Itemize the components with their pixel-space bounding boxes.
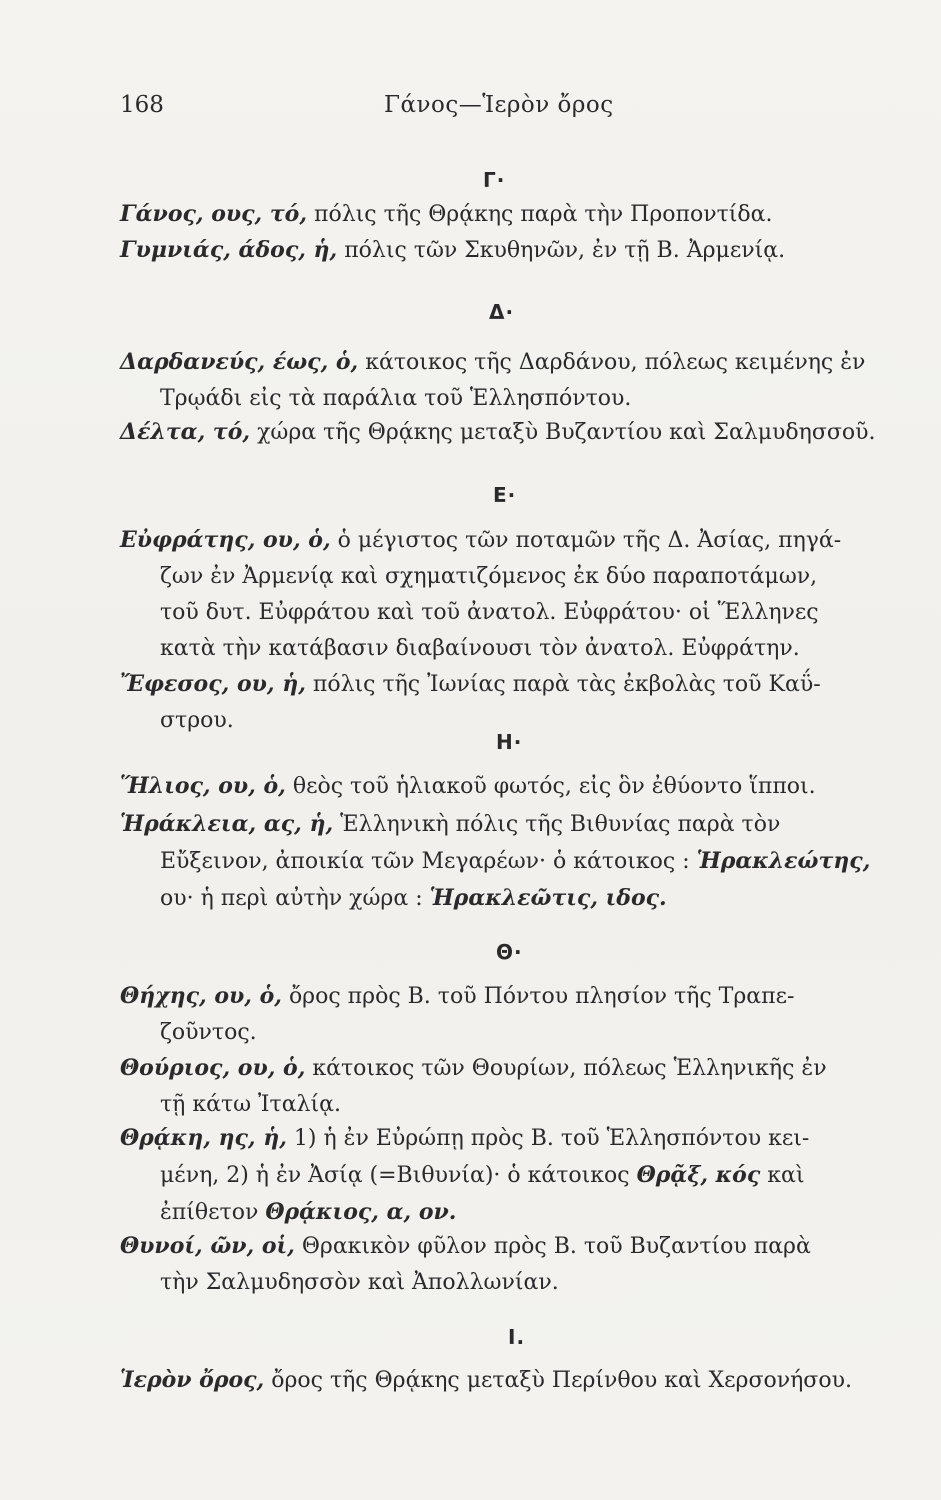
headword: Θυνοί, ῶν, οἱ, [120,1233,295,1259]
definition-line: στρου. [160,708,234,733]
headword: Γυμνιάς, άδος, ἡ, [120,237,338,263]
definition-line: ἐπίθετον [160,1200,259,1225]
definition-line: κάτοικος τῶν Θουρίων, πόλεως Ἑλληνικῆς ἐν [312,1056,827,1081]
headword: Δαρδανεύς, έως, ὁ, [120,349,359,375]
headword: Δέλτα, τό, [120,419,251,445]
entry-dardaneus [120,344,890,417]
section-letter-theta: Θ· [496,940,523,964]
definition-line: πόλις τῶν Σκυθηνῶν, ἐν τῇ Β. Ἀρμενίᾳ. [344,238,786,263]
definition-line: 1) ἡ ἐν Εὐρώπῃ πρὸς Β. τοῦ Ἑλλησπόντου κει- [293,1126,810,1151]
derived-form: Θρᾷξ, κός [636,1162,761,1188]
running-head: Γάνος—Ἱερὸν ὄρος [384,92,614,118]
definition-line: ὄρος πρὸς Β. τοῦ Πόντου πλησίον τῆς Τραπε- [288,984,795,1009]
entry-thynoi [120,1228,890,1301]
section-letter-iota: Ι. [508,1325,526,1349]
definition-line: ζων ἐν Ἀρμενίᾳ καὶ σχηματιζόμενος ἐκ δύο παραποτάμων, [160,564,818,589]
definition-line: τῇ κάτω Ἰταλίᾳ. [160,1092,341,1117]
headword: Ἡράκλεια, ας, ἡ, [120,811,334,837]
definition-line: Θρακικὸν φῦλον πρὸς Β. τοῦ Βυζαντίου παρὰ [301,1234,811,1259]
definition-line: Τρῳάδι εἰς τὰ παράλια τοῦ Ἑλλησπόντου. [160,386,632,411]
derived-form: Ἡρακλεώτης, [696,848,871,874]
definition-line: χώρα τῆς Θρᾴκης μεταξὺ Βυζαντίου καὶ Σαλμυδησσοῦ. [257,420,876,445]
definition-line: μένη, 2) ἡ ἐν Ἀσίᾳ (=Βιθυνία)· ὁ κάτοικος [160,1163,630,1188]
derived-form: Ἡρακλεῶτις, ιδος. [429,885,667,911]
entry-helios [120,768,890,805]
headword: Θούριος, ου, ὁ, [120,1055,306,1081]
entry-hieron-oros [120,1362,890,1399]
section-letter-eta: Η· [496,730,523,754]
headword: Ἔφεσος, ου, ἡ, [120,671,306,697]
section-letter-delta: Δ· [489,300,515,324]
entry-euphrates [120,522,890,667]
entry-ephesos [120,666,890,739]
definition-line: καὶ [767,1163,805,1188]
headword: Εὐφράτης, ου, ὁ, [120,527,331,553]
derived-form: Θρᾴκιος, α, ον. [265,1199,457,1225]
section-letter-epsilon: Ε· [493,483,517,507]
headword: Θήχης, ου, ὁ, [120,983,282,1009]
definition-line: τοῦ δυτ. Εὐφράτου καὶ τοῦ ἀνατολ. Εὐφράτου· οἱ Ἕλληνες [160,600,819,625]
entry-gymnias [120,232,890,269]
definition-line: κατὰ τὴν κατάβασιν διαβαίνουσι τὸν ἀνατολ. Εὐφράτην. [160,636,800,661]
definition-line: πόλις τῆς Ἰωνίας παρὰ τὰς ἐκβολὰς τοῦ Καΰ- [312,672,821,697]
page-number: 168 [120,92,164,118]
headword: Θρᾴκη, ης, ἡ, [120,1125,287,1151]
entry-delta [120,414,890,451]
entry-thourios [120,1050,890,1123]
definition-line: ὁ μέγιστος τῶν ποταμῶν τῆς Δ. Ἀσίας, πηγά- [337,528,842,553]
section-letter-gamma: Γ· [483,168,506,192]
entry-thrake [120,1120,890,1231]
definition-line: πόλις τῆς Θρᾴκης παρὰ τὴν Προποντίδα. [314,202,773,227]
headword: Γάνος, ους, τό, [120,201,307,227]
entry-theches [120,978,890,1051]
definition-line: ζοῦντος. [160,1020,257,1045]
entry-ganos [120,196,890,233]
headword: Ἱερὸν ὄρος, [120,1367,265,1393]
definition-line: θεὸς τοῦ ἡλιακοῦ φωτός, εἰς ὃν ἐθύοντο ἵπποι. [292,774,816,799]
headword: Ἥλιος, ου, ὁ, [120,773,286,799]
definition-line: ὄρος τῆς Θρᾴκης μεταξὺ Περίνθου καὶ Χερσονήσου. [271,1368,852,1393]
definition-line: κάτοικος τῆς Δαρδάνου, πόλεως κειμένης ἐν [365,350,866,375]
definition-line: Εὔξεινον, ἀποικία τῶν Μεγαρέων· ὁ κάτοικος : [160,849,690,874]
entry-herakleia [120,806,890,917]
definition-line: Ἑλληνικὴ πόλις τῆς Βιθυνίας παρὰ τὸν [340,812,781,837]
definition-line: τὴν Σαλμυδησσὸν καὶ Ἀπολλωνίαν. [160,1270,559,1295]
definition-line: ου· ἡ περὶ αὐτὴν χώρα : [160,886,423,911]
